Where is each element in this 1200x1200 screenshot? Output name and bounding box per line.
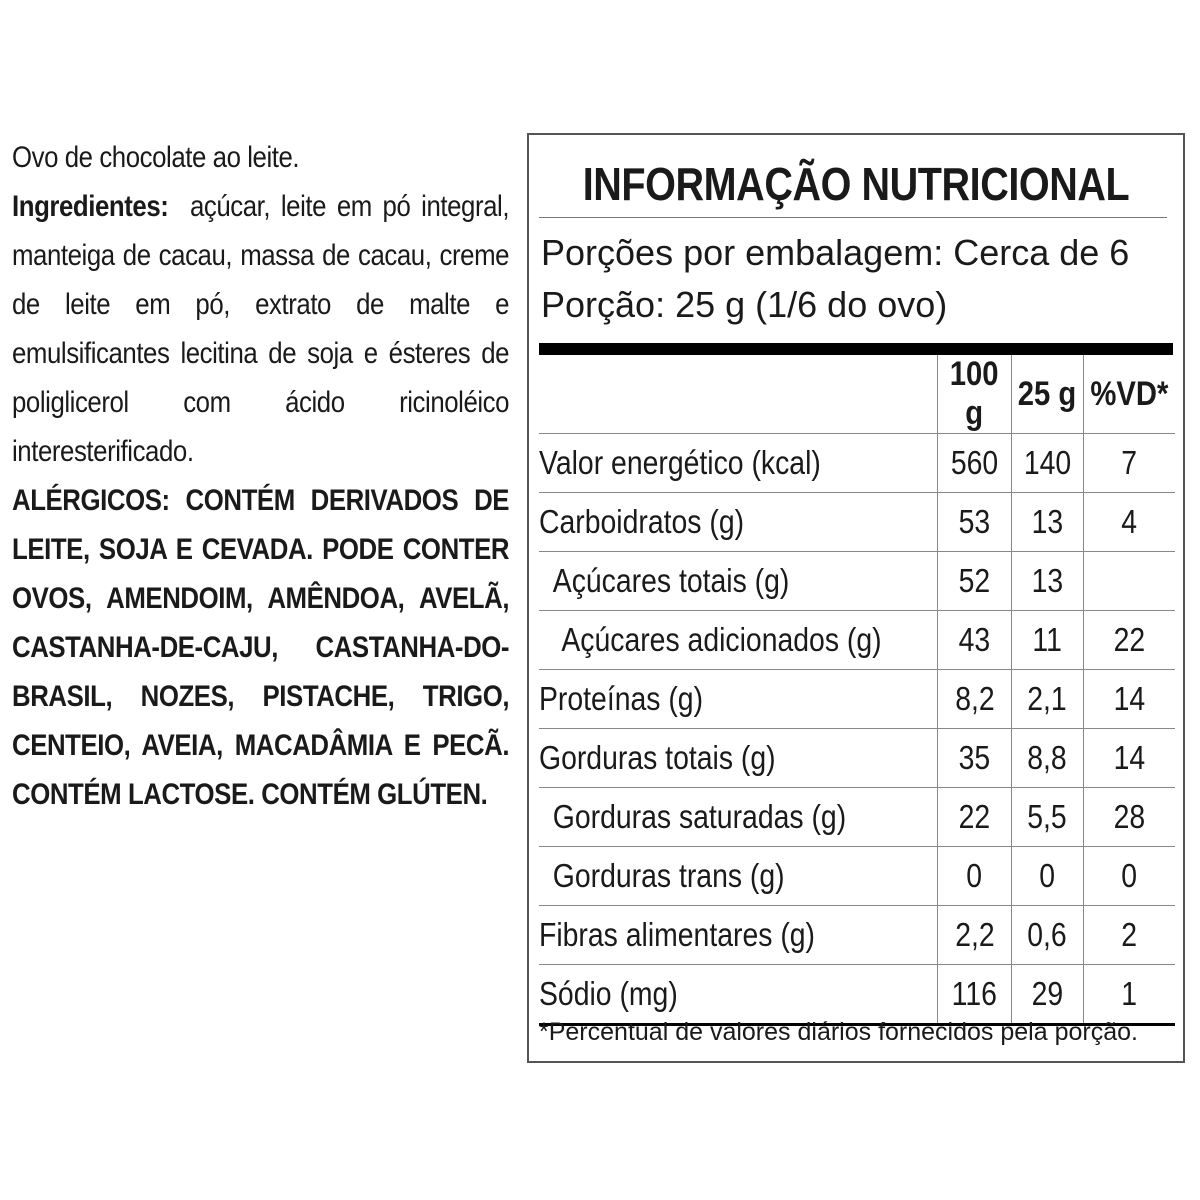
nutrition-title: INFORMAÇÃO NUTRICIONAL [582,158,1130,210]
value-100g: 35 [938,729,1011,788]
value-25g: 0 [1011,847,1083,906]
thick-divider [539,343,1173,355]
product-description [12,133,509,819]
nutrition-facts-panel [527,133,1185,1063]
value-100g: 43 [938,611,1011,670]
row-label: Sódio (mg) [539,965,938,1025]
table-row [539,847,1175,906]
allergen-statement: ALÉRGICOS: CONTÉM DERIVADOS DE LEITE, SOJA E CEVADA. PODE CONTER OVOS, AMENDOIM, AMÊNDOA, AVELÃ, CASTANHA-DE-CAJU, CASTANHA-DO-BRASIL, NOZES, PISTACHE, TRIGO, CENTEIO, AVEIA, MACADÂMIA E PECÃ. CONTÉM LACTOSE. CONTÉM GLÚTEN. [12,484,510,811]
footnote: *Percentual de valores diários fornecidos pela porção. [539,1018,1138,1046]
value-100g: 0 [938,847,1011,906]
value-vd: 14 [1083,729,1175,788]
row-label: Fibras alimentares (g) [539,906,938,965]
value-25g: 140 [1011,434,1083,493]
table-row [539,906,1175,965]
row-label: Gorduras trans (g) [539,847,938,906]
value-100g: 560 [938,434,1011,493]
nutrition-table [539,355,1175,1026]
value-25g: 13 [1011,552,1083,611]
servings-per-package: Porções por embalagem: Cerca de 6 [541,232,1130,273]
row-label: Açúcares totais (g) [539,552,938,611]
serving-info [541,227,1129,331]
table-row [539,965,1175,1025]
table-row [539,611,1175,670]
row-label: Valor energético (kcal) [539,434,938,493]
row-label: Carboidratos (g) [539,493,938,552]
value-vd [1083,552,1175,611]
value-100g: 116 [938,965,1011,1025]
value-25g: 8,8 [1011,729,1083,788]
value-vd: 0 [1083,847,1175,906]
serving-size: Porção: 25 g (1/6 do ovo) [541,284,948,325]
value-25g: 13 [1011,493,1083,552]
table-row [539,552,1175,611]
header-25g: 25 g [1011,355,1083,434]
ingredients [12,182,509,476]
table-row [539,788,1175,847]
value-vd: 4 [1083,493,1175,552]
ingredients-label: Ingredientes: [12,190,169,223]
value-25g: 29 [1011,965,1083,1025]
header-label-cell [539,355,938,434]
ingredients-text: açúcar, leite em pó integral, manteiga de cacau, massa de cacau, creme de leite em pó, extrato de malte e emulsificantes lecitina de soja e ésteres de poliglicerol com ácido ricinoléico interesterificado. [12,190,510,468]
value-100g: 22 [938,788,1011,847]
value-vd: 1 [1083,965,1175,1025]
value-vd: 2 [1083,906,1175,965]
value-25g: 2,1 [1011,670,1083,729]
header-100g: 100 g [938,355,1011,434]
row-label: Gorduras saturadas (g) [539,788,938,847]
value-100g: 52 [938,552,1011,611]
table-header-row [539,355,1175,434]
title-divider [539,217,1167,218]
value-vd: 22 [1083,611,1175,670]
value-vd: 7 [1083,434,1175,493]
value-25g: 11 [1011,611,1083,670]
value-vd: 28 [1083,788,1175,847]
row-label: Açúcares adicionados (g) [539,611,938,670]
table-row [539,434,1175,493]
row-label: Gorduras totais (g) [539,729,938,788]
table-row [539,670,1175,729]
value-vd: 14 [1083,670,1175,729]
value-25g: 5,5 [1011,788,1083,847]
value-100g: 8,2 [938,670,1011,729]
table-row [539,729,1175,788]
value-100g: 53 [938,493,1011,552]
product-name: Ovo de chocolate ao leite. [12,141,300,174]
value-100g: 2,2 [938,906,1011,965]
table-row [539,493,1175,552]
row-label: Proteínas (g) [539,670,938,729]
value-25g: 0,6 [1011,906,1083,965]
header-vd: %VD* [1083,355,1175,434]
